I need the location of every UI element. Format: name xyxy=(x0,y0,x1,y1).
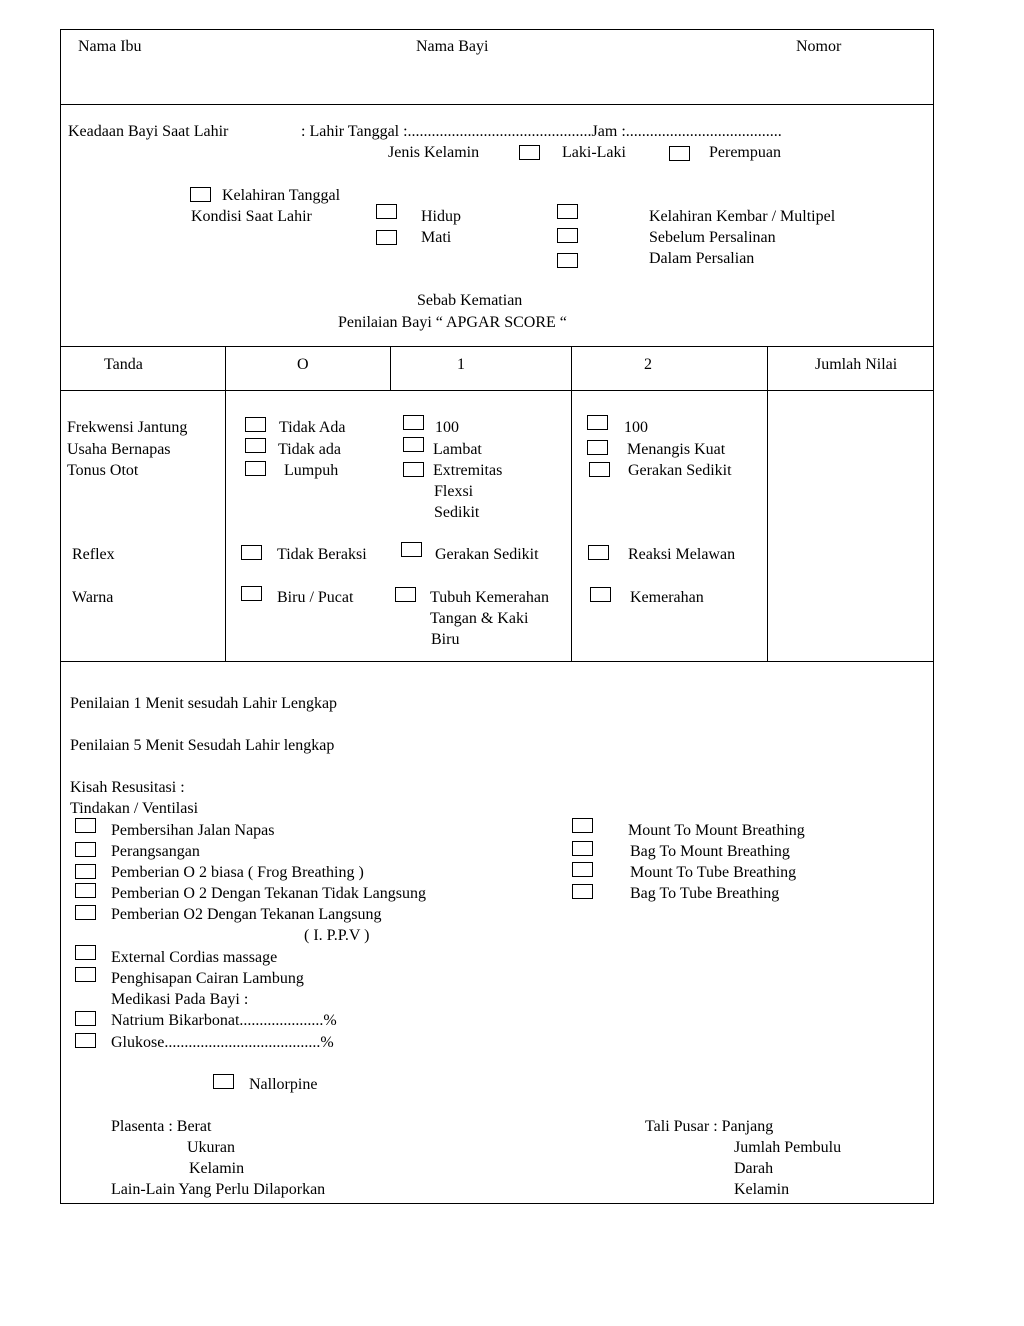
external-massage-label: External Cordias massage xyxy=(111,949,278,966)
gender-male-checkbox[interactable] xyxy=(519,145,540,160)
nallorpine-checkbox[interactable] xyxy=(213,1074,234,1089)
apgar-col-divider-1 xyxy=(225,346,226,662)
score0-breath-checkbox[interactable] xyxy=(245,438,266,453)
score1-tone-checkbox[interactable] xyxy=(403,462,424,477)
score2-reflex-checkbox[interactable] xyxy=(588,545,609,560)
baby-name-label: Nama Bayi xyxy=(416,38,489,55)
apgar-col-score2: 2 xyxy=(644,356,652,373)
medication-label: Medikasi Pada Bayi : xyxy=(111,991,249,1008)
apgar-col-total: Jumlah Nilai xyxy=(815,356,898,373)
mouth-to-tube-label: Mount To Tube Breathing xyxy=(630,864,797,881)
action-label: Tindakan / Ventilasi xyxy=(70,800,199,817)
placenta-size-label: Ukuran xyxy=(187,1139,235,1156)
ippv-label: ( I. P.P.V ) xyxy=(304,927,370,944)
score2-reflex-label: Reaksi Melawan xyxy=(628,546,736,563)
gender-female-checkbox[interactable] xyxy=(669,146,690,161)
apgar-col-score0: O xyxy=(297,356,309,373)
score1-color-line3: Biru xyxy=(431,631,460,648)
score2-tone-checkbox[interactable] xyxy=(589,462,610,477)
score0-breath-label: Tidak ada xyxy=(278,441,341,458)
birth-date-checkbox[interactable] xyxy=(190,187,211,202)
alive-checkbox[interactable] xyxy=(376,204,397,219)
oxygen-frog-label: Pemberian O 2 biasa ( Frog Breathing ) xyxy=(111,864,364,881)
gender-label: Jenis Kelamin xyxy=(388,144,480,161)
score1-color-line1: Tubuh Kemerahan xyxy=(430,589,549,606)
alive-label: Hidup xyxy=(421,208,461,225)
mother-name-label: Nama Ibu xyxy=(78,38,142,55)
dead-label: Mati xyxy=(421,229,452,246)
apgar-col-divider-3 xyxy=(571,346,572,662)
score1-breath-label: Lambat xyxy=(433,441,482,458)
score0-reflex-checkbox[interactable] xyxy=(241,545,262,560)
oxygen-frog-checkbox[interactable] xyxy=(75,864,96,879)
score0-color-checkbox[interactable] xyxy=(241,586,262,601)
dead-checkbox[interactable] xyxy=(376,230,397,245)
score0-reflex-label: Tidak Beraksi xyxy=(277,546,367,563)
oxygen-indirect-checkbox[interactable] xyxy=(75,883,96,898)
glucose-label: Glukose.......................................% xyxy=(111,1034,334,1051)
oxygen-direct-label: Pemberian O2 Dengan Tekanan Langsung xyxy=(111,906,382,923)
score2-breath-label: Menangis Kuat xyxy=(627,441,726,458)
gender-male-label: Laki-Laki xyxy=(562,144,626,161)
score0-tone-label: Lumpuh xyxy=(284,462,339,479)
score1-heart-checkbox[interactable] xyxy=(403,415,424,430)
score1-color-checkbox[interactable] xyxy=(395,587,416,602)
border-top xyxy=(60,29,934,30)
score1-reflex-label: Gerakan Sedikit xyxy=(435,546,539,563)
bag-to-tube-label: Bag To Tube Breathing xyxy=(630,885,780,902)
border-bottom xyxy=(60,1203,934,1204)
cord-length-label: Tali Pusar : Panjang xyxy=(645,1118,774,1135)
score1-reflex-checkbox[interactable] xyxy=(401,542,422,557)
external-massage-checkbox[interactable] xyxy=(75,945,96,960)
airway-clearing-label: Pembersihan Jalan Napas xyxy=(111,822,275,839)
stimulation-checkbox[interactable] xyxy=(75,842,96,857)
score2-heart-label: 100 xyxy=(624,419,648,436)
placenta-weight-label: Plasenta : Berat xyxy=(111,1118,212,1135)
apgar-title: Penilaian Bayi “ APGAR SCORE “ xyxy=(338,314,567,331)
five-minute-assessment: Penilaian 5 Menit Sesudah Lahir lengkap xyxy=(70,737,335,754)
score2-tone-label: Gerakan Sedikit xyxy=(628,462,732,479)
stimulation-label: Perangsangan xyxy=(111,843,200,860)
bag-to-tube-checkbox[interactable] xyxy=(572,884,593,899)
apgar-col-divider-2 xyxy=(390,346,391,391)
multiple-birth-checkbox[interactable] xyxy=(557,204,578,219)
sign-heart-rate: Frekwensi Jantung xyxy=(67,419,188,436)
nallorpine-label: Nallorpine xyxy=(249,1076,318,1093)
before-labor-checkbox[interactable] xyxy=(557,228,578,243)
score1-tone-line2: Flexsi xyxy=(434,483,474,500)
cord-sex-label: Kelamin xyxy=(734,1181,790,1198)
sign-breathing: Usaha Bernapas xyxy=(67,441,171,458)
resuscitation-label: Kisah Resusitasi : xyxy=(70,779,185,796)
during-labor-checkbox[interactable] xyxy=(557,253,578,268)
gastric-suction-checkbox[interactable] xyxy=(75,967,96,982)
multiple-birth-label: Kelahiran Kembar / Multipel xyxy=(649,208,836,225)
score2-color-label: Kemerahan xyxy=(630,589,704,606)
cord-vessels-label: Jumlah Pembulu xyxy=(734,1139,842,1156)
divider-header xyxy=(60,104,934,105)
mouth-to-tube-checkbox[interactable] xyxy=(572,862,593,877)
score0-color-label: Biru / Pucat xyxy=(277,589,354,606)
gastric-suction-label: Penghisapan Cairan Lambung xyxy=(111,970,304,987)
divider-apgar-body xyxy=(60,390,934,391)
birth-date-option-label: Kelahiran Tanggal xyxy=(222,187,341,204)
birth-state-label: Keadaan Bayi Saat Lahir xyxy=(68,123,229,140)
before-labor-label: Sebelum Persalinan xyxy=(649,229,776,246)
apgar-col-score1: 1 xyxy=(457,356,465,373)
cause-of-death-label: Sebab Kematian xyxy=(417,292,523,309)
sign-reflex: Reflex xyxy=(72,546,115,563)
border-left xyxy=(60,29,61,1204)
one-minute-assessment: Penilaian 1 Menit sesudah Lahir Lengkap xyxy=(70,695,338,712)
airway-clearing-checkbox[interactable] xyxy=(75,818,96,833)
score2-breath-checkbox[interactable] xyxy=(587,440,608,455)
score0-heart-checkbox[interactable] xyxy=(245,417,266,432)
score1-tone-line1: Extremitas xyxy=(433,462,503,479)
number-label: Nomor xyxy=(796,38,842,55)
border-right xyxy=(933,29,934,1204)
mouth-to-mouth-label: Mount To Mount Breathing xyxy=(628,822,805,839)
bag-to-mouth-checkbox[interactable] xyxy=(572,841,593,856)
condition-label: Kondisi Saat Lahir xyxy=(191,208,312,225)
other-report-label: Lain-Lain Yang Perlu Dilaporkan xyxy=(111,1181,326,1198)
score1-breath-checkbox[interactable] xyxy=(403,437,424,452)
gender-female-label: Perempuan xyxy=(709,144,781,161)
bicarbonate-checkbox[interactable] xyxy=(75,1011,96,1026)
score2-color-checkbox[interactable] xyxy=(590,587,611,602)
placenta-sex-label: Kelamin xyxy=(189,1160,245,1177)
score1-tone-line3: Sedikit xyxy=(434,504,480,521)
oxygen-direct-checkbox[interactable] xyxy=(75,905,96,920)
sign-muscle-tone: Tonus Otot xyxy=(67,462,139,479)
glucose-checkbox[interactable] xyxy=(75,1033,96,1048)
cord-blood-label: Darah xyxy=(734,1160,774,1177)
oxygen-indirect-label: Pemberian O 2 Dengan Tekanan Tidak Langsung xyxy=(111,885,426,902)
score2-heart-checkbox[interactable] xyxy=(587,415,608,430)
sign-color: Warna xyxy=(72,589,114,606)
birth-date-line: : Lahir Tanggal :..............................................Jam :....................................... xyxy=(301,123,782,140)
score1-heart-label: 100 xyxy=(435,419,459,436)
bicarbonate-label: Natrium Bikarbonat.....................% xyxy=(111,1012,337,1029)
during-labor-label: Dalam Persalian xyxy=(649,250,755,267)
bag-to-mouth-label: Bag To Mount Breathing xyxy=(630,843,790,860)
apgar-col-sign: Tanda xyxy=(104,356,143,373)
score0-tone-checkbox[interactable] xyxy=(245,461,266,476)
divider-apgar-head xyxy=(60,346,934,347)
score0-heart-label: Tidak Ada xyxy=(279,419,346,436)
divider-assessment xyxy=(60,661,934,662)
apgar-col-divider-4 xyxy=(767,346,768,662)
mouth-to-mouth-checkbox[interactable] xyxy=(572,818,593,833)
score1-color-line2: Tangan & Kaki xyxy=(430,610,529,627)
